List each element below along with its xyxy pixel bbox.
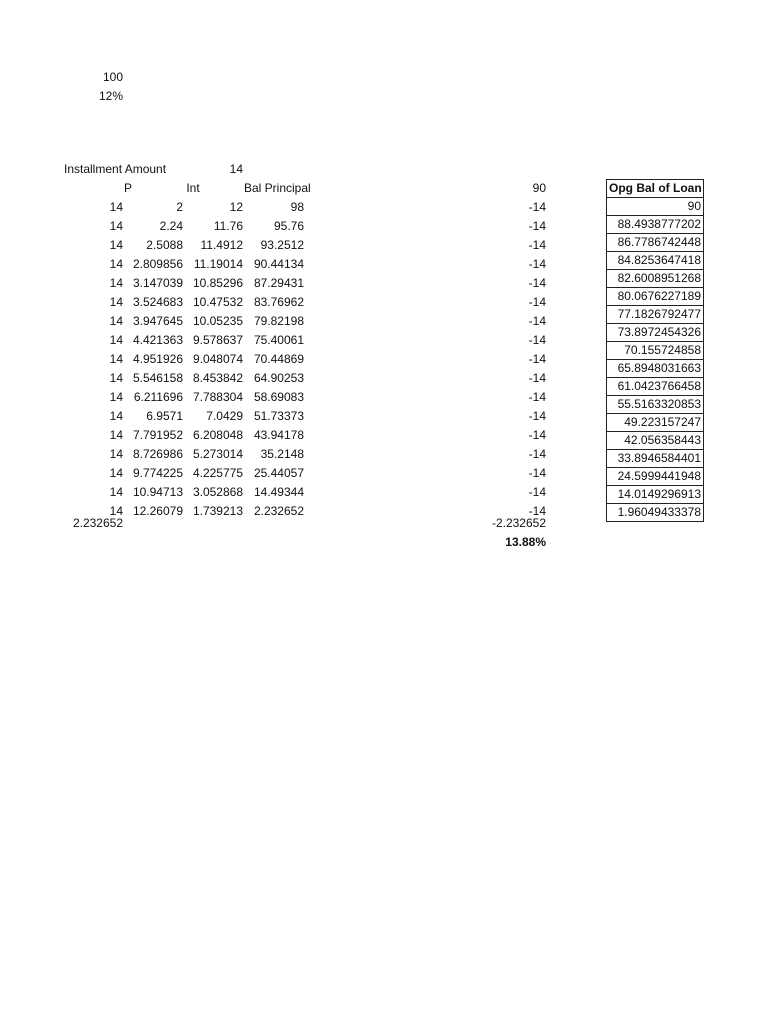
- opening-balance-row: [607, 396, 704, 414]
- opening-balance-row: [607, 414, 704, 432]
- principal-cell[interactable]: 9.774225: [132, 466, 183, 480]
- principal-value[interactable]: 100: [102, 70, 123, 84]
- header-principal: P: [123, 181, 132, 195]
- interest-cell[interactable]: 9.578637: [192, 333, 243, 347]
- opening-balance-row: [607, 468, 704, 486]
- installment-cell[interactable]: 14: [109, 466, 123, 480]
- principal-cell[interactable]: 2: [176, 200, 183, 214]
- opening-balance-cell[interactable]: 49.223157247: [607, 414, 704, 432]
- opening-balance-row: [607, 288, 704, 306]
- principal-cell[interactable]: 8.726986: [132, 447, 183, 461]
- installment-cell[interactable]: 14: [109, 295, 123, 309]
- opening-balance-row: [607, 198, 704, 216]
- balance-cell[interactable]: 25.44057: [253, 466, 304, 480]
- header-interest: Int: [186, 181, 200, 195]
- balance-cell[interactable]: 64.90253: [253, 371, 304, 385]
- cashflow-cell[interactable]: -14: [528, 504, 546, 518]
- opening-balance-row: [607, 486, 704, 504]
- interest-cell[interactable]: 11.4912: [200, 238, 243, 252]
- opening-balance-header-row: [607, 180, 704, 198]
- opening-balance-cell[interactable]: 80.0676227189: [607, 288, 704, 306]
- opening-balance-cell[interactable]: 88.4938777202: [607, 216, 704, 234]
- cashflow-cell[interactable]: -14: [528, 219, 546, 233]
- principal-cell[interactable]: 6.9571: [146, 409, 183, 423]
- cashflow-cell[interactable]: -14: [528, 371, 546, 385]
- rate-value[interactable]: 12%: [98, 89, 123, 103]
- interest-cell[interactable]: 8.453842: [192, 371, 243, 385]
- interest-cell[interactable]: 11.76: [213, 219, 243, 233]
- principal-cell[interactable]: 3.524683: [132, 295, 183, 309]
- installment-cell[interactable]: 14: [109, 504, 123, 518]
- principal-cell[interactable]: 12.26079: [132, 504, 183, 518]
- interest-cell[interactable]: 10.05235: [192, 314, 243, 328]
- cashflow-cell[interactable]: -14: [528, 200, 546, 214]
- principal-cell[interactable]: 2.24: [159, 219, 183, 233]
- installment-cell[interactable]: 14: [109, 219, 123, 233]
- header-balance-principal: Bal Principal: [244, 181, 311, 195]
- opening-balance-cell[interactable]: 61.0423766458: [607, 378, 704, 396]
- balance-cell[interactable]: 43.94178: [253, 428, 304, 442]
- interest-cell[interactable]: 10.85296: [192, 276, 243, 290]
- residual-cashflow[interactable]: -2.232652: [491, 516, 546, 530]
- installment-cell[interactable]: 14: [109, 428, 123, 442]
- opening-balance-cell[interactable]: 77.1826792477: [607, 306, 704, 324]
- opening-balance-cell[interactable]: 86.7786742448: [607, 234, 704, 252]
- interest-cell[interactable]: 7.0429: [206, 409, 243, 423]
- opening-balance-row: [607, 234, 704, 252]
- installment-label: Installment Amount: [64, 162, 167, 176]
- interest-cell[interactable]: 6.208048: [192, 428, 243, 442]
- interest-cell[interactable]: 7.788304: [192, 390, 243, 404]
- opening-balance-table: [606, 179, 704, 522]
- interest-cell[interactable]: 3.052868: [192, 485, 243, 499]
- cashflow-cell[interactable]: -14: [528, 257, 546, 271]
- cashflow-cell[interactable]: -14: [528, 276, 546, 290]
- cashflow-cell[interactable]: -14: [528, 238, 546, 252]
- installment-cell[interactable]: 14: [109, 371, 123, 385]
- interest-cell[interactable]: 10.47532: [192, 295, 243, 309]
- irr-value[interactable]: 13.88%: [505, 535, 546, 549]
- opening-balance-row: [607, 360, 704, 378]
- installment-cell[interactable]: 14: [109, 238, 123, 252]
- opening-balance-row: [607, 306, 704, 324]
- cashflow-cell[interactable]: -14: [528, 428, 546, 442]
- principal-cell[interactable]: 5.546158: [132, 371, 183, 385]
- opening-balance-row: [607, 216, 704, 234]
- principal-cell[interactable]: 10.94713: [132, 485, 183, 499]
- cashflow-cell[interactable]: -14: [528, 409, 546, 423]
- interest-cell[interactable]: 11.19014: [193, 257, 243, 271]
- cashflow-cell[interactable]: -14: [528, 390, 546, 404]
- opening-balance-cell[interactable]: 24.5999441948: [607, 468, 704, 486]
- installment-cell[interactable]: 14: [109, 352, 123, 366]
- principal-cell[interactable]: 4.951926: [132, 352, 183, 366]
- opening-balance-cell[interactable]: 90: [607, 198, 704, 216]
- opening-balance-cell[interactable]: 33.8946584401: [607, 450, 704, 468]
- cashflow-cell[interactable]: -14: [528, 314, 546, 328]
- balance-cell[interactable]: 2.232652: [253, 504, 304, 518]
- opening-balance-cell[interactable]: 70.155724858: [607, 342, 704, 360]
- balance-cell[interactable]: 87.29431: [253, 276, 304, 290]
- cashflow-cell[interactable]: -14: [528, 295, 546, 309]
- opening-balance-row: [607, 450, 704, 468]
- cashflow-cell[interactable]: -14: [528, 466, 546, 480]
- installment-cell[interactable]: 14: [109, 390, 123, 404]
- balance-cell[interactable]: 35.2148: [260, 447, 304, 461]
- balance-cell[interactable]: 75.40061: [253, 333, 304, 347]
- principal-cell[interactable]: 3.947645: [132, 314, 183, 328]
- installment-cell[interactable]: 14: [109, 314, 123, 328]
- balance-cell[interactable]: 90.44134: [253, 257, 304, 271]
- installment-value[interactable]: 14: [229, 162, 243, 176]
- opening-balance-row: [607, 432, 704, 450]
- opening-balance-cell[interactable]: 1.96049433378: [607, 504, 704, 522]
- principal-cell[interactable]: 3.147039: [132, 276, 183, 290]
- balance-cell[interactable]: 51.73373: [253, 409, 304, 423]
- interest-cell[interactable]: 5.273014: [192, 447, 243, 461]
- principal-cell[interactable]: 2.809856: [132, 257, 183, 271]
- balance-cell[interactable]: 79.82198: [253, 314, 304, 328]
- opening-balance-cell[interactable]: 42.056358443: [607, 432, 704, 450]
- principal-cell[interactable]: 4.421363: [132, 333, 183, 347]
- residual-balance[interactable]: 2.232652: [72, 516, 123, 530]
- interest-cell[interactable]: 12: [229, 200, 243, 214]
- installment-cell[interactable]: 14: [109, 333, 123, 347]
- opening-balance-header[interactable]: Opg Bal of Loan: [607, 180, 704, 198]
- interest-cell[interactable]: 4.225775: [192, 466, 243, 480]
- opening-balance-cell[interactable]: 84.8253647418: [607, 252, 704, 270]
- balance-cell[interactable]: 58.69083: [253, 390, 304, 404]
- principal-cell[interactable]: 6.211696: [133, 390, 183, 404]
- balance-cell[interactable]: 98: [290, 200, 304, 214]
- opening-balance-row: [607, 504, 704, 522]
- balance-cell[interactable]: 70.44869: [253, 352, 304, 366]
- principal-cell[interactable]: 7.791952: [132, 428, 183, 442]
- installment-cell[interactable]: 14: [109, 485, 123, 499]
- installment-cell[interactable]: 14: [109, 409, 123, 423]
- principal-cell[interactable]: 2.5088: [146, 238, 183, 252]
- opening-balance-row: [607, 270, 704, 288]
- opening-balance-cell[interactable]: 82.6008951268: [607, 270, 704, 288]
- opening-balance-cell[interactable]: 65.8948031663: [607, 360, 704, 378]
- opening-balance-row: [607, 324, 704, 342]
- cashflow-cell[interactable]: -14: [528, 447, 546, 461]
- opening-balance-row: [607, 252, 704, 270]
- balance-cell[interactable]: 14.49344: [253, 485, 304, 499]
- opening-balance-row: [607, 378, 704, 396]
- interest-cell[interactable]: 1.739213: [192, 504, 243, 518]
- balance-cell[interactable]: 83.76962: [253, 295, 304, 309]
- interest-cell[interactable]: 9.048074: [192, 352, 243, 366]
- cashflow-start[interactable]: 90: [532, 181, 546, 195]
- opening-balance-row: [607, 342, 704, 360]
- opening-balance-cell[interactable]: 73.8972454326: [607, 324, 704, 342]
- opening-balance-cell[interactable]: 14.0149296913: [607, 486, 704, 504]
- cashflow-cell[interactable]: -14: [528, 485, 546, 499]
- installment-cell[interactable]: 14: [109, 276, 123, 290]
- installment-cell[interactable]: 14: [109, 200, 123, 214]
- cashflow-cell[interactable]: -14: [528, 352, 546, 366]
- cashflow-cell[interactable]: -14: [528, 333, 546, 347]
- installment-cell[interactable]: 14: [109, 447, 123, 461]
- balance-cell[interactable]: 95.76: [273, 219, 304, 233]
- opening-balance-cell[interactable]: 55.5163320853: [607, 396, 704, 414]
- installment-cell[interactable]: 14: [109, 257, 123, 271]
- balance-cell[interactable]: 93.2512: [260, 238, 304, 252]
